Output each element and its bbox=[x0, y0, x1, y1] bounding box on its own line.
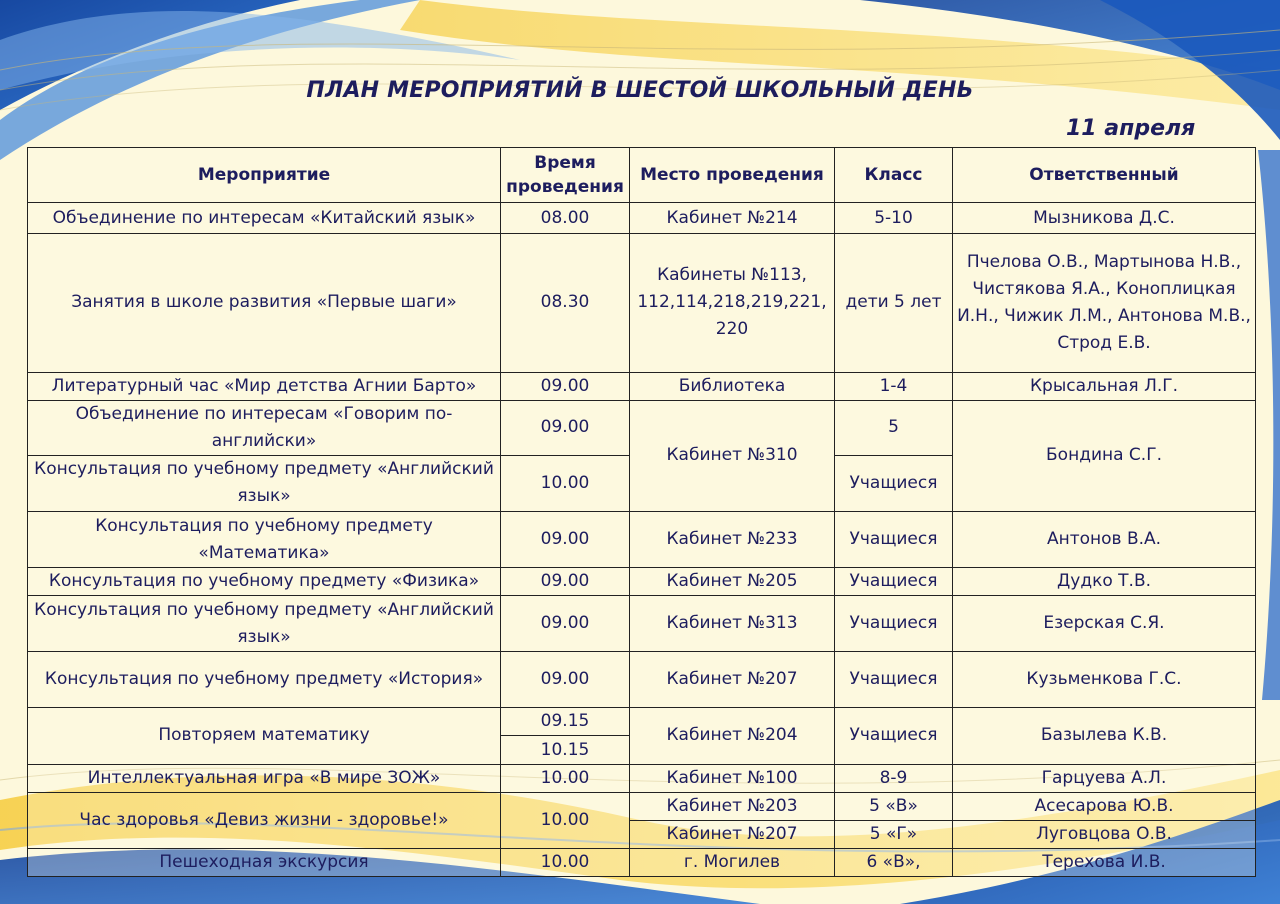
header-class: Класс bbox=[835, 148, 953, 203]
header-place: Место проведения bbox=[630, 148, 835, 203]
header-event: Мероприятие bbox=[28, 148, 501, 203]
responsible-cell: Крысальная Л.Г. bbox=[953, 372, 1256, 400]
table-row bbox=[28, 234, 1256, 372]
time-cell: 09.00 bbox=[501, 400, 630, 455]
place-cell: Кабинет №214 bbox=[630, 203, 835, 234]
time-cell: 09.00 bbox=[501, 372, 630, 400]
place-cell: Кабинет №313 bbox=[630, 596, 835, 652]
time-cell: 10.15 bbox=[501, 736, 630, 764]
class-cell: 6 «В», bbox=[835, 848, 953, 876]
event-cell: Час здоровья «Девиз жизни - здоровье!» bbox=[28, 792, 501, 848]
time-cell: 09.00 bbox=[501, 568, 630, 596]
time-cell: 08.00 bbox=[501, 203, 630, 234]
class-cell: Учащиеся bbox=[835, 708, 953, 764]
place-cell: Кабинет №310 bbox=[630, 400, 835, 511]
time-cell: 09.15 bbox=[501, 708, 630, 736]
event-cell: Повторяем математику bbox=[28, 708, 501, 764]
place-cell: Кабинет №100 bbox=[630, 764, 835, 792]
class-cell: Учащиеся bbox=[835, 652, 953, 708]
class-cell: Учащиеся bbox=[835, 596, 953, 652]
table-row bbox=[28, 511, 1256, 567]
class-cell: 5-10 bbox=[835, 203, 953, 234]
event-cell: Пешеходная экскурсия bbox=[28, 848, 501, 876]
table-row bbox=[28, 568, 1256, 596]
table-row bbox=[28, 708, 1256, 736]
responsible-cell: Луговцова О.В. bbox=[953, 820, 1256, 848]
responsible-cell: Гарцуева А.Л. bbox=[953, 764, 1256, 792]
table-row bbox=[28, 372, 1256, 400]
table-row bbox=[28, 203, 1256, 234]
time-cell: 10.00 bbox=[501, 764, 630, 792]
table-row bbox=[28, 400, 1256, 455]
table-row bbox=[28, 848, 1256, 876]
header-time: Время проведения bbox=[501, 148, 630, 203]
header-responsible: Ответственный bbox=[953, 148, 1256, 203]
responsible-cell: Мызникова Д.С. bbox=[953, 203, 1256, 234]
class-cell: дети 5 лет bbox=[835, 234, 953, 372]
event-cell: Консультация по учебному предмету «Английский язык» bbox=[28, 455, 501, 511]
responsible-cell: Асесарова Ю.В. bbox=[953, 792, 1256, 820]
place-cell: Кабинет №203 bbox=[630, 792, 835, 820]
time-cell: 10.00 bbox=[501, 455, 630, 511]
responsible-cell: Пчелова О.В., Мартынова Н.В., Чистякова Я.А., Коноплицкая И.Н., Чижик Л.М., Антонова М.В., Строд Е.В. bbox=[953, 234, 1256, 372]
responsible-cell: Терехова И.В. bbox=[953, 848, 1256, 876]
responsible-cell: Антонов В.А. bbox=[953, 511, 1256, 567]
table-row bbox=[28, 652, 1256, 708]
place-cell: Кабинет №207 bbox=[630, 820, 835, 848]
table-header-row bbox=[28, 148, 1256, 203]
events-table bbox=[27, 147, 1256, 877]
place-cell: Кабинет №204 bbox=[630, 708, 835, 764]
place-cell: г. Могилев bbox=[630, 848, 835, 876]
responsible-cell: Базылева К.В. bbox=[953, 708, 1256, 764]
class-cell: 5 «В» bbox=[835, 792, 953, 820]
class-cell: 5 bbox=[835, 400, 953, 455]
place-cell: Кабинеты №113, 112,114,218,219,221, 220 bbox=[630, 234, 835, 372]
responsible-cell: Бондина С.Г. bbox=[953, 400, 1256, 511]
event-cell: Занятия в школе развития «Первые шаги» bbox=[28, 234, 501, 372]
time-cell: 09.00 bbox=[501, 596, 630, 652]
event-cell: Объединение по интересам «Китайский язык» bbox=[28, 203, 501, 234]
event-cell: Консультация по учебному предмету «Английский язык» bbox=[28, 596, 501, 652]
class-cell: Учащиеся bbox=[835, 568, 953, 596]
responsible-cell: Дудко Т.В. bbox=[953, 568, 1256, 596]
class-cell: 5 «Г» bbox=[835, 820, 953, 848]
event-cell: Консультация по учебному предмету «Математика» bbox=[28, 511, 501, 567]
place-cell: Кабинет №207 bbox=[630, 652, 835, 708]
place-cell: Библиотека bbox=[630, 372, 835, 400]
place-cell: Кабинет №205 bbox=[630, 568, 835, 596]
event-cell: Литературный час «Мир детства Агнии Барто» bbox=[28, 372, 501, 400]
table-row bbox=[28, 792, 1256, 820]
event-cell: Консультация по учебному предмету «История» bbox=[28, 652, 501, 708]
time-cell: 08.30 bbox=[501, 234, 630, 372]
event-cell: Объединение по интересам «Говорим по-английски» bbox=[28, 400, 501, 455]
time-cell: 10.00 bbox=[501, 792, 630, 848]
class-cell: Учащиеся bbox=[835, 511, 953, 567]
class-cell: Учащиеся bbox=[835, 455, 953, 511]
time-cell: 10.00 bbox=[501, 848, 630, 876]
place-cell: Кабинет №233 bbox=[630, 511, 835, 567]
class-cell: 8-9 bbox=[835, 764, 953, 792]
event-cell: Консультация по учебному предмету «Физика» bbox=[28, 568, 501, 596]
class-cell: 1-4 bbox=[835, 372, 953, 400]
time-cell: 09.00 bbox=[501, 652, 630, 708]
page-title: ПЛАН МЕРОПРИЯТИЙ В ШЕСТОЙ ШКОЛЬНЫЙ ДЕНЬ bbox=[306, 78, 974, 103]
table-row bbox=[28, 596, 1256, 652]
time-cell: 09.00 bbox=[501, 511, 630, 567]
event-date: 11 апреля bbox=[1066, 116, 1196, 141]
table-row bbox=[28, 764, 1256, 792]
responsible-cell: Езерская С.Я. bbox=[953, 596, 1256, 652]
event-cell: Интеллектуальная игра «В мире ЗОЖ» bbox=[28, 764, 501, 792]
responsible-cell: Кузьменкова Г.С. bbox=[953, 652, 1256, 708]
